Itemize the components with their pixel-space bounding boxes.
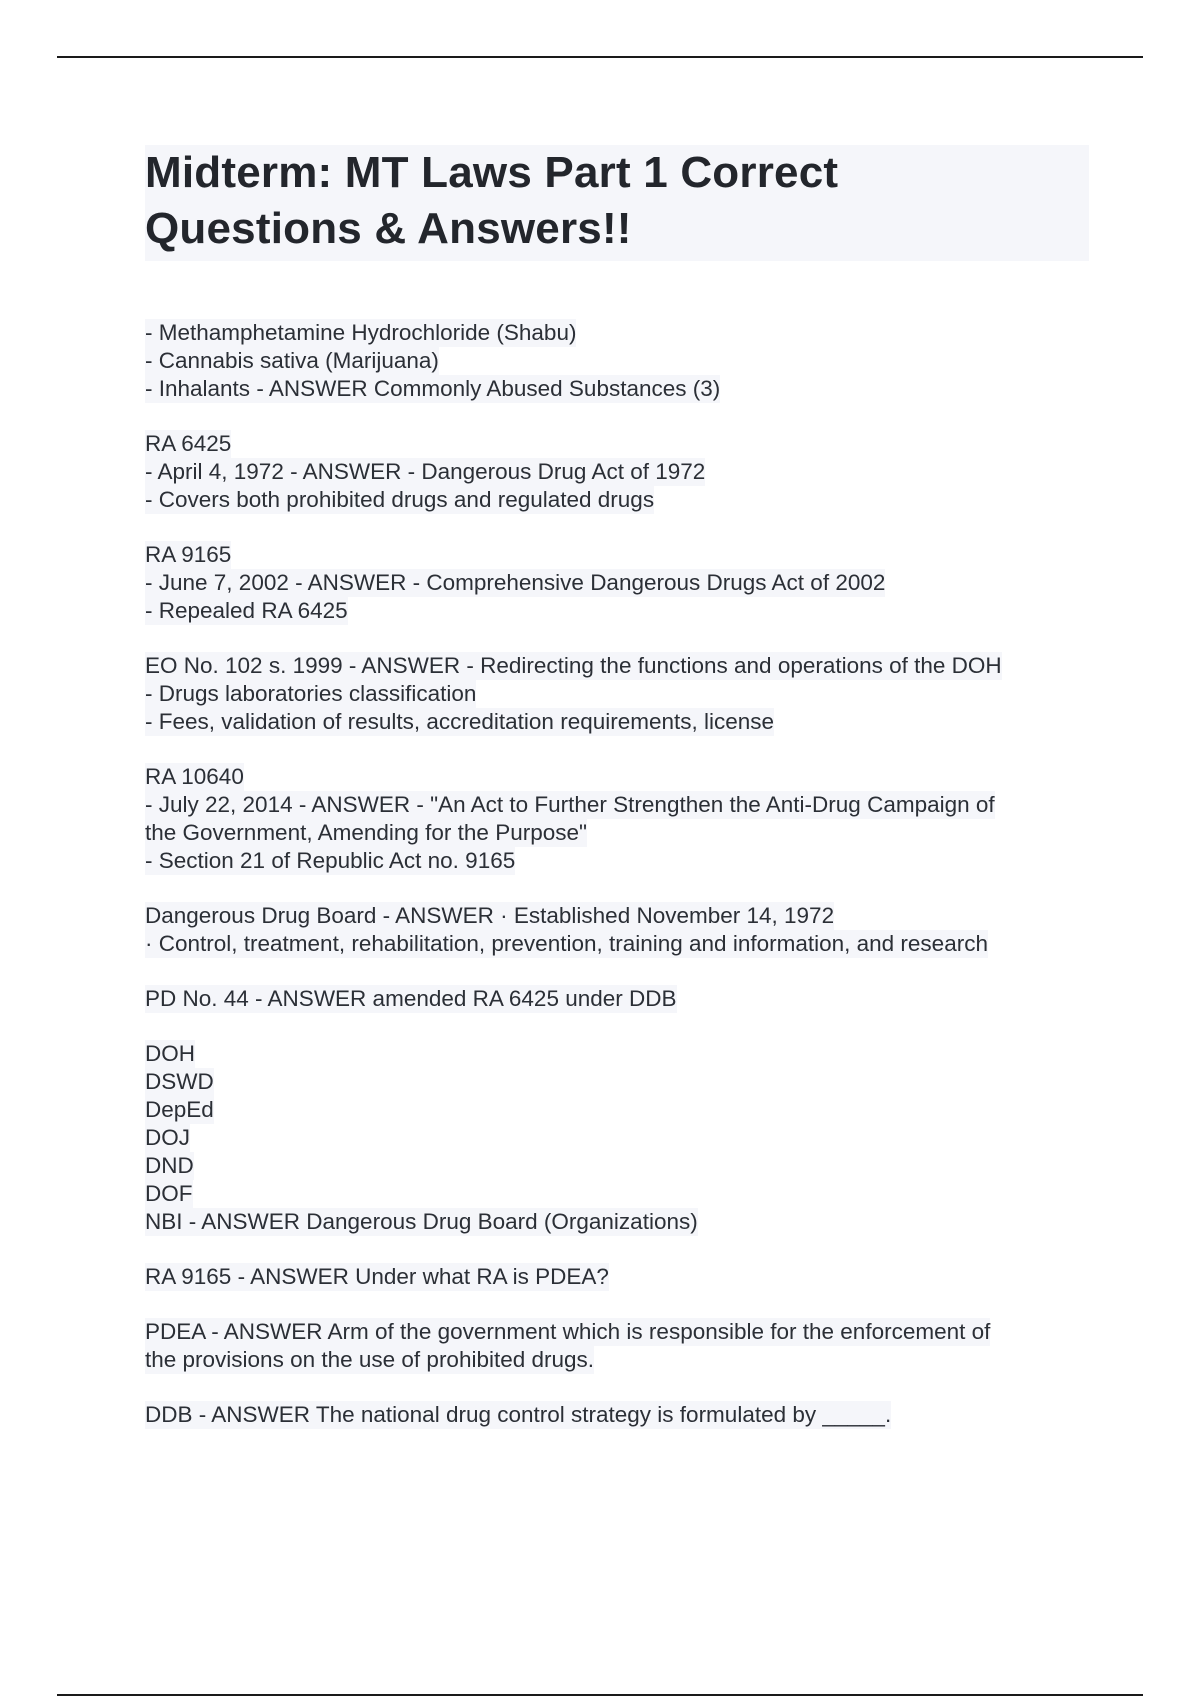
qa-line: - June 7, 2002 - ANSWER - Comprehensive Dangerous Drugs Act of 2002 (145, 570, 886, 595)
qa-line: the provisions on the use of prohibited drugs. (145, 1347, 595, 1372)
qa-line: - Repealed RA 6425 (145, 598, 348, 623)
qa-line: NBI - ANSWER Dangerous Drug Board (Organizations) (145, 1209, 698, 1234)
qa-line: DND (145, 1153, 194, 1178)
document-page (145, 145, 1089, 1456)
qa-list (145, 319, 1089, 1429)
qa-line: - April 4, 1972 - ANSWER - Dangerous Drug Act of 1972 (145, 459, 706, 484)
qa-line: RA 10640 (145, 764, 244, 789)
qa-line: - Cannabis sativa (Marijuana) (145, 348, 439, 373)
qa-line: DOJ (145, 1125, 190, 1150)
qa-line: - Section 21 of Republic Act no. 9165 (145, 848, 516, 873)
qa-line: EO No. 102 s. 1999 - ANSWER - Redirecting the functions and operations of the DOH (145, 653, 1002, 678)
qa-block (145, 319, 1089, 403)
qa-line: DOH (145, 1041, 195, 1066)
qa-block (145, 652, 1089, 736)
qa-block (145, 763, 1089, 875)
qa-line: - Drugs laboratories classification (145, 681, 477, 706)
qa-block (145, 985, 1089, 1013)
qa-line: RA 9165 - ANSWER Under what RA is PDEA? (145, 1264, 609, 1289)
qa-line: - Fees, validation of results, accreditation requirements, license (145, 709, 775, 734)
qa-block (145, 902, 1089, 958)
qa-line: PD No. 44 - ANSWER amended RA 6425 under DDB (145, 986, 677, 1011)
qa-line: - Inhalants - ANSWER Commonly Abused Substances (3) (145, 376, 721, 401)
qa-line: PDEA - ANSWER Arm of the government which is responsible for the enforcement of (145, 1319, 991, 1344)
qa-block (145, 1263, 1089, 1291)
qa-line: the Government, Amending for the Purpose" (145, 820, 587, 845)
qa-block (145, 1318, 1089, 1374)
title-line: Questions & Answers!! (145, 204, 632, 253)
qa-line: RA 9165 (145, 542, 232, 567)
qa-line: RA 6425 (145, 431, 232, 456)
qa-line: - Methamphetamine Hydrochloride (Shabu) (145, 320, 577, 345)
qa-block (145, 430, 1089, 514)
qa-line: DepEd (145, 1097, 214, 1122)
qa-line: - July 22, 2014 - ANSWER - "An Act to Further Strengthen the Anti-Drug Campaign of (145, 792, 995, 817)
title-box (145, 145, 1089, 261)
qa-line: · Control, treatment, rehabilitation, prevention, training and information, and research (145, 931, 988, 956)
qa-block (145, 1040, 1089, 1236)
qa-line: DSWD (145, 1069, 214, 1094)
top-divider (57, 56, 1143, 58)
qa-block (145, 1401, 1089, 1429)
qa-line: - Covers both prohibited drugs and regulated drugs (145, 487, 655, 512)
qa-line: Dangerous Drug Board - ANSWER · Established November 14, 1972 (145, 903, 835, 928)
qa-line: DDB - ANSWER The national drug control strategy is formulated by _____. (145, 1402, 892, 1427)
page-title (145, 145, 1079, 257)
qa-block (145, 541, 1089, 625)
title-line: Midterm: MT Laws Part 1 Correct (145, 148, 839, 197)
qa-line: DOF (145, 1181, 193, 1206)
bottom-divider (57, 1694, 1143, 1696)
